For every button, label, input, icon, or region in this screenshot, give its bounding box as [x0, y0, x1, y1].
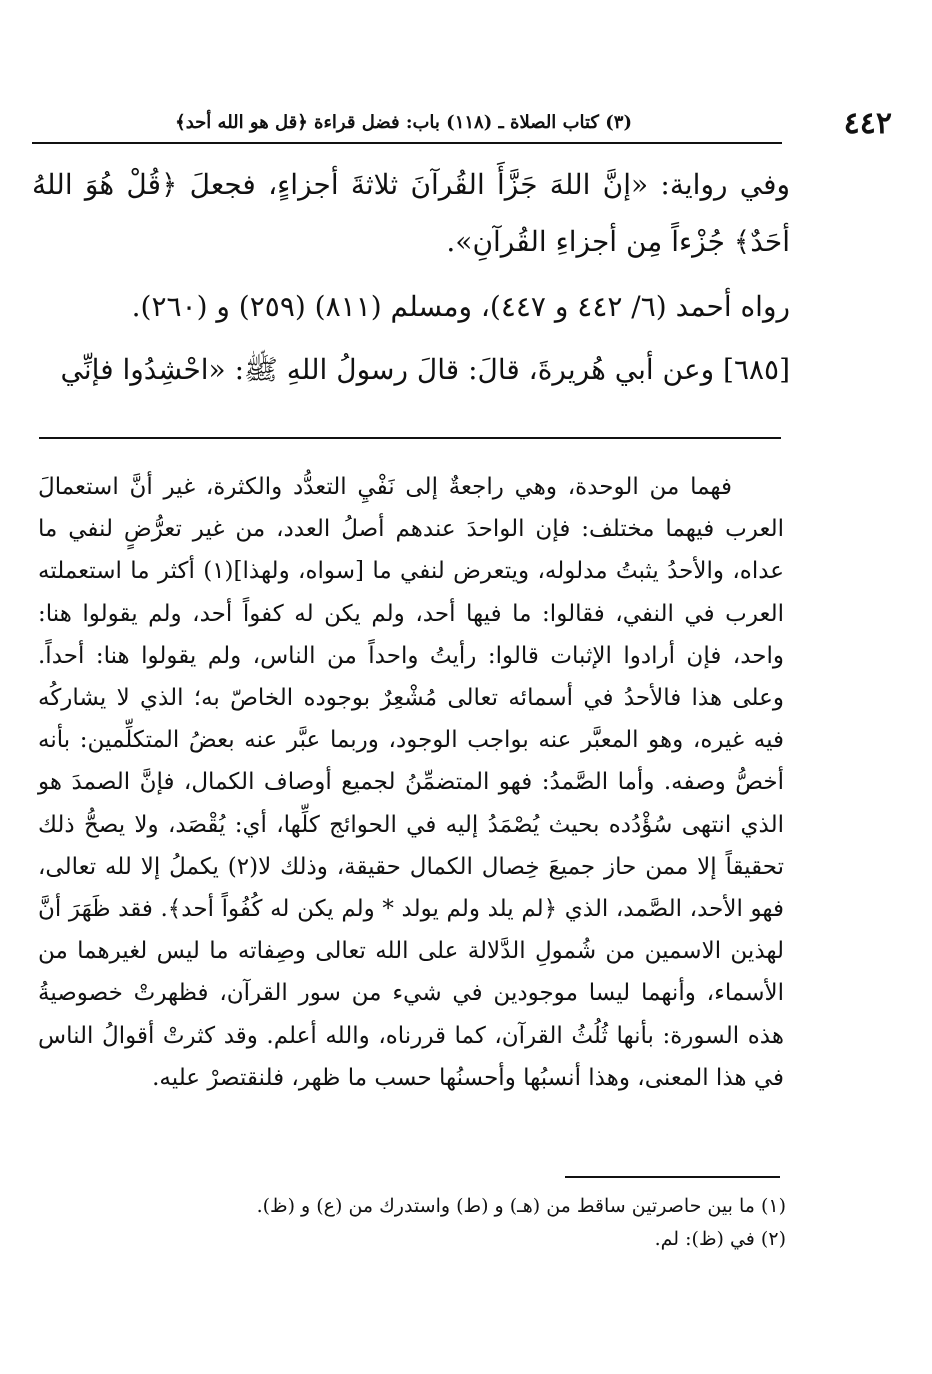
next-hadith-text: [٦٨٥] وعن أبي هُريرةَ، قالَ: قالَ رسولُ اللهِ ﷺ: «احْشِدُوا فإنِّي [60, 353, 790, 386]
reference-text: رواه أحمد (٦/ ٤٤٢ و ٤٤٧)، ومسلم (٨١١) (٢٥٩) و (٢٦٠). [131, 290, 790, 323]
commentary-text: فهما من الوحدة، وهي راجعةٌ إلى نَفْيِ التعدُّد والكثرة، غير أنَّ استعمالَ العرب فيهما مختلف: فإن الواحدَ عندهم أصلُ العدد، من غير تعرُّضٍ لنفي ما عداه، والأحدُ يثبتُ مدلوله، ويتعرض لنفي ما [سواه، ولهذا](١) أكثر ما استعملته العرب في النفي، فقالوا: ما فيها أحد، ولم يكن له كفواً أحد، ولم يقولوا هنا: واحد، فإن أرادوا الإثبات قالوا: رأيتُ واحداً من الناس، ولم يقولوا هنا: أحداً. وعلى هذا فالأحدُ في أسمائه تعالى مُشْعِرٌ بوجوده الخاصّ به؛ الذي لا يشاركُه فيه غيره، وهو المعبَّر عنه بواجب الوجود، وربما عبَّر عنه بعضُ المتكلِّمين: بأنه أخصُّ وصفه. وأما الصَّمدُ: فهو المتضمِّنُ لجميع أوصاف الكمال، فإنَّ الصمدَ هو الذي انتهى سُؤْدُده بحيث يُصْمَدُ إليه في الحوائج كلِّها، أي: يُقْصَد، ولا يصحُّ ذلك تحقيقاً إلا ممن حاز جميعَ خِصال الكمال حقيقة، وذلك لا(٢) يكملُ إلا لله تعالى، فهو الأحد، الصَّمد، الذي ﴿لم يلد ولم يولد * ولم يكن له كُفُواً أحد﴾. فقد ظَهَرَ أنَّ لهذين الاسمين من شُمولِ الدَّلالة على الله تعالى وصِفاته ما ليس لغيرهما من الأسماء، وأنهما ليسا موجودين في شيء من سور القرآن، فظهرتْ خصوصيةُ هذه السورة: بأنها ثُلُثُ القرآن، كما قررناه، والله أعلم. وقد كثرتْ أقوالُ الناس في هذا المعنى، وهذا أنسبُها وأحسنُها حسب ما ظهر، فلنقتصرْ عليه. [38, 474, 785, 1091]
next-hadith [32, 341, 790, 398]
hadith-narration [32, 156, 790, 270]
narration-text: وفي رواية: «إنَّ اللهَ جَزَّأَ القُرآنَ ثلاثةَ أجزاءٍ، فجعلَ ﴿قُلْ هُوَ اللهُ أحَدٌ﴾ جُزْءاً مِن أجزاءِ القُرآنِ». [32, 168, 790, 258]
footnote-2: (٢) في (ظ): لم. [654, 1228, 786, 1250]
main-commentary-separator [39, 437, 781, 439]
footnote-separator [565, 1176, 780, 1178]
page-number: ٤٤٢ [843, 106, 892, 141]
page-header [40, 88, 892, 148]
footnotes [200, 1190, 786, 1256]
running-header-title: (٣) كتاب الصلاة ـ (١١٨) باب: فضل قراءة ﴿قل هو الله أحد﴾ [175, 112, 632, 133]
hadith-reference [32, 278, 790, 335]
header-rule [32, 142, 782, 144]
footnote-1: (١) ما بين حاصرتين ساقط من (هـ) و (ط) واستدرك من (ع) و (ظ). [256, 1195, 786, 1217]
commentary-block [38, 466, 784, 1099]
